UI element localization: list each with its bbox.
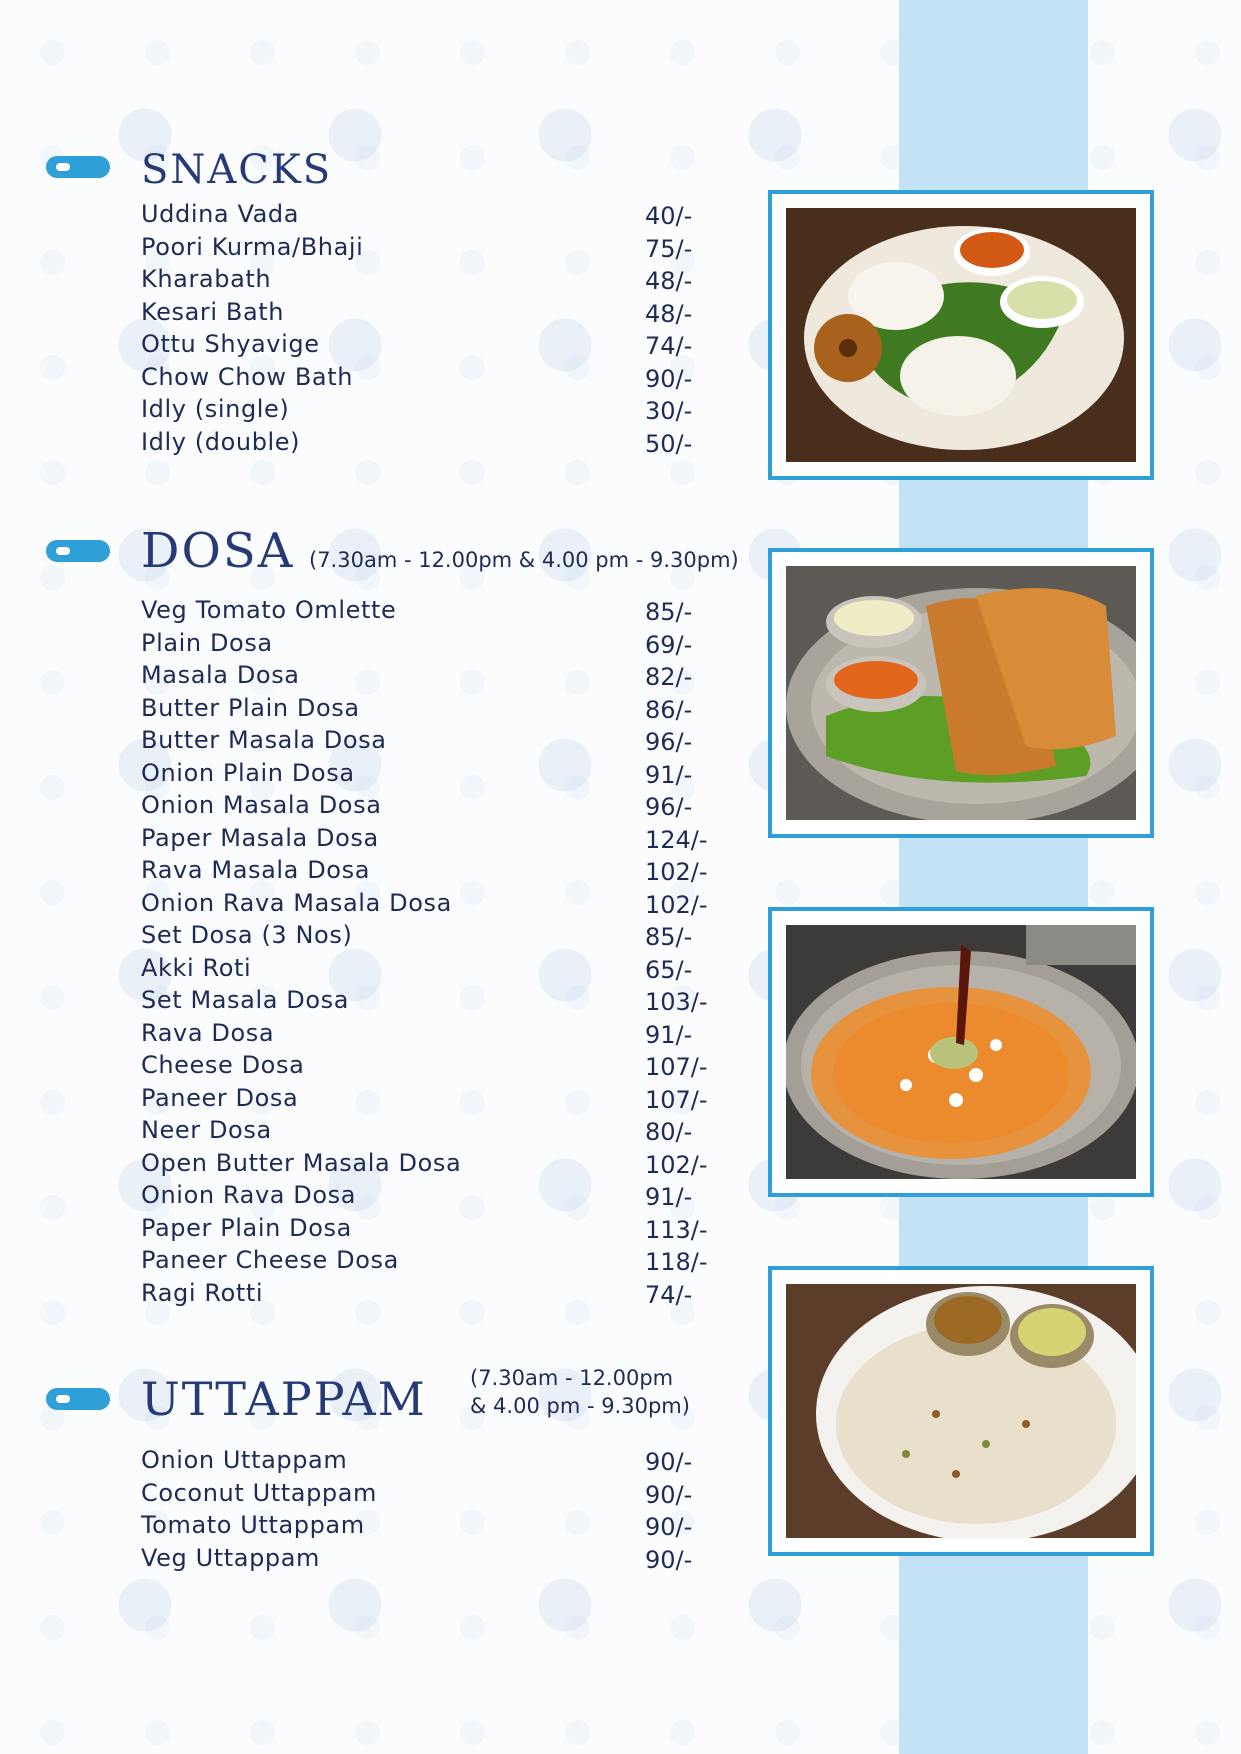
menu-item-name: Kesari Bath xyxy=(141,297,285,326)
menu-item-name: Paneer Cheese Dosa xyxy=(141,1246,399,1274)
menu-item-price: 50/- xyxy=(645,429,693,458)
menu-item xyxy=(0,954,760,986)
menu-item-price: 40/- xyxy=(645,202,693,230)
menu-item xyxy=(0,1246,760,1278)
menu-item-price: 102/- xyxy=(645,890,708,919)
menu-item-name: Rava Masala Dosa xyxy=(141,856,370,884)
menu-item-name: Idly (single) xyxy=(141,395,290,423)
menu-item-name: Open Butter Masala Dosa xyxy=(141,1148,462,1177)
menu-item-name: Kharabath xyxy=(141,265,272,293)
menu-item-name: Butter Plain Dosa xyxy=(141,693,360,722)
menu-item xyxy=(0,1149,760,1181)
menu-item xyxy=(0,1116,760,1148)
menu-item xyxy=(0,596,760,628)
menu-item xyxy=(0,856,760,888)
uttappam-photo-frame xyxy=(768,1266,1154,1556)
dosa-timing: (7.30am - 12.00pm & 4.00 pm - 9.30pm) xyxy=(309,548,739,572)
menu-item-price: 96/- xyxy=(645,793,693,821)
onion-dosa-photo-frame xyxy=(768,907,1154,1197)
menu-item-price: 91/- xyxy=(645,1020,693,1049)
menu-item-price: 107/- xyxy=(645,1053,708,1081)
menu-item-name: Veg Tomato Omlette xyxy=(141,596,397,624)
menu-item xyxy=(0,1479,760,1511)
menu-item-price: 30/- xyxy=(645,397,693,425)
menu-item-price: 74/- xyxy=(645,332,693,360)
menu-item xyxy=(0,1214,760,1246)
menu-item-price: 113/- xyxy=(645,1215,708,1244)
menu-item-name: Onion Masala Dosa xyxy=(141,791,382,819)
masala-dosa-photo-frame xyxy=(768,548,1154,838)
menu-item-price: 96/- xyxy=(645,728,693,756)
menu-item-name: Onion Rava Dosa xyxy=(141,1181,357,1209)
uttappam-title: UTTAPPAM xyxy=(141,1372,427,1426)
menu-item-name: Plain Dosa xyxy=(141,628,273,657)
menu-item xyxy=(0,200,760,232)
menu-item xyxy=(0,1084,760,1116)
menu-item-name: Paper Plain Dosa xyxy=(141,1213,352,1242)
menu-item xyxy=(0,1181,760,1213)
menu-item-name: Paper Masala Dosa xyxy=(141,823,379,852)
menu-item-price: 75/- xyxy=(645,234,693,263)
menu-item-price: 103/- xyxy=(645,988,708,1016)
menu-item xyxy=(0,265,760,297)
onion-dosa-photo xyxy=(786,925,1136,1179)
menu-item xyxy=(0,330,760,362)
idly-vada-photo xyxy=(786,208,1136,462)
menu-item-name: Akki Roti xyxy=(141,953,252,982)
menu-item xyxy=(0,1279,760,1311)
menu-item-price: 107/- xyxy=(645,1085,708,1114)
idly-vada-photo-frame xyxy=(768,190,1154,480)
menu-item-price: 48/- xyxy=(645,267,693,295)
menu-item xyxy=(0,298,760,330)
menu-item-name: Tomato Uttappam xyxy=(141,1511,365,1539)
menu-item xyxy=(0,824,760,856)
menu-item-price: 90/- xyxy=(645,1513,693,1541)
menu-item-name: Set Dosa (3 Nos) xyxy=(141,921,353,949)
menu-item-price: 90/- xyxy=(645,1448,693,1476)
menu-item xyxy=(0,363,760,395)
menu-item-name: Chow Chow Bath xyxy=(141,362,354,391)
menu-item xyxy=(0,1019,760,1051)
menu-item-price: 82/- xyxy=(645,663,693,691)
menu-item-price: 80/- xyxy=(645,1118,693,1146)
menu-item-name: Set Masala Dosa xyxy=(141,986,350,1014)
menu-item-price: 102/- xyxy=(645,1150,708,1179)
menu-item xyxy=(0,1544,760,1576)
menu-item xyxy=(0,921,760,953)
menu-item-price: 69/- xyxy=(645,630,693,659)
menu-item xyxy=(0,1051,760,1083)
menu-item-price: 85/- xyxy=(645,923,693,951)
menu-item-price: 90/- xyxy=(645,364,693,393)
menu-item-name: Idly (double) xyxy=(141,427,301,456)
menu-item-name: Ragi Rotti xyxy=(141,1278,264,1307)
menu-item-price: 90/- xyxy=(645,1545,693,1574)
snacks-bullet-icon xyxy=(46,156,110,178)
menu-item-name: Uddina Vada xyxy=(141,200,300,228)
menu-item xyxy=(0,726,760,758)
menu-item xyxy=(0,661,760,693)
menu-item-name: Paneer Dosa xyxy=(141,1083,299,1112)
menu-item-price: 65/- xyxy=(645,955,693,984)
uttappam-timing: (7.30am - 12.00pm & 4.00 pm - 9.30pm) xyxy=(470,1366,690,1418)
menu-item-price: 102/- xyxy=(645,858,708,886)
snacks-title: SNACKS xyxy=(141,147,333,193)
menu-item-name: Masala Dosa xyxy=(141,661,300,689)
menu-item xyxy=(0,395,760,427)
uttappam-bullet-icon xyxy=(46,1388,110,1410)
uttappam-photo xyxy=(786,1284,1136,1538)
menu-item xyxy=(0,1511,760,1543)
menu-item-name: Onion Uttappam xyxy=(141,1446,348,1474)
menu-item-name: Veg Uttappam xyxy=(141,1543,321,1572)
menu-item-price: 91/- xyxy=(645,760,693,789)
menu-item xyxy=(0,233,760,265)
menu-item-price: 86/- xyxy=(645,695,693,724)
menu-item-name: Onion Plain Dosa xyxy=(141,758,355,787)
menu-item-name: Cheese Dosa xyxy=(141,1051,305,1079)
menu-item-price: 91/- xyxy=(645,1183,693,1211)
menu-item-name: Butter Masala Dosa xyxy=(141,726,387,754)
menu-item xyxy=(0,428,760,460)
masala-dosa-photo xyxy=(786,566,1136,820)
menu-item-name: Onion Rava Masala Dosa xyxy=(141,888,452,917)
menu-item xyxy=(0,889,760,921)
menu-item-price: 90/- xyxy=(645,1480,693,1509)
menu-item-name: Poori Kurma/Bhaji xyxy=(141,232,364,261)
menu-item-name: Coconut Uttappam xyxy=(141,1478,378,1507)
menu-item xyxy=(0,791,760,823)
menu-item xyxy=(0,759,760,791)
menu-item xyxy=(0,986,760,1018)
menu-item-price: 118/- xyxy=(645,1248,708,1276)
menu-item-name: Neer Dosa xyxy=(141,1116,272,1144)
dosa-title: DOSA xyxy=(141,523,295,579)
menu-item-name: Rava Dosa xyxy=(141,1018,275,1047)
menu-item-price: 74/- xyxy=(645,1280,693,1309)
menu-item xyxy=(0,1446,760,1478)
menu-item-name: Ottu Shyavige xyxy=(141,330,320,358)
dosa-bullet-icon xyxy=(46,540,110,562)
menu-item xyxy=(0,694,760,726)
menu-item xyxy=(0,629,760,661)
menu-item-price: 48/- xyxy=(645,299,693,328)
menu-item-price: 85/- xyxy=(645,598,693,626)
menu-item-price: 124/- xyxy=(645,825,708,854)
